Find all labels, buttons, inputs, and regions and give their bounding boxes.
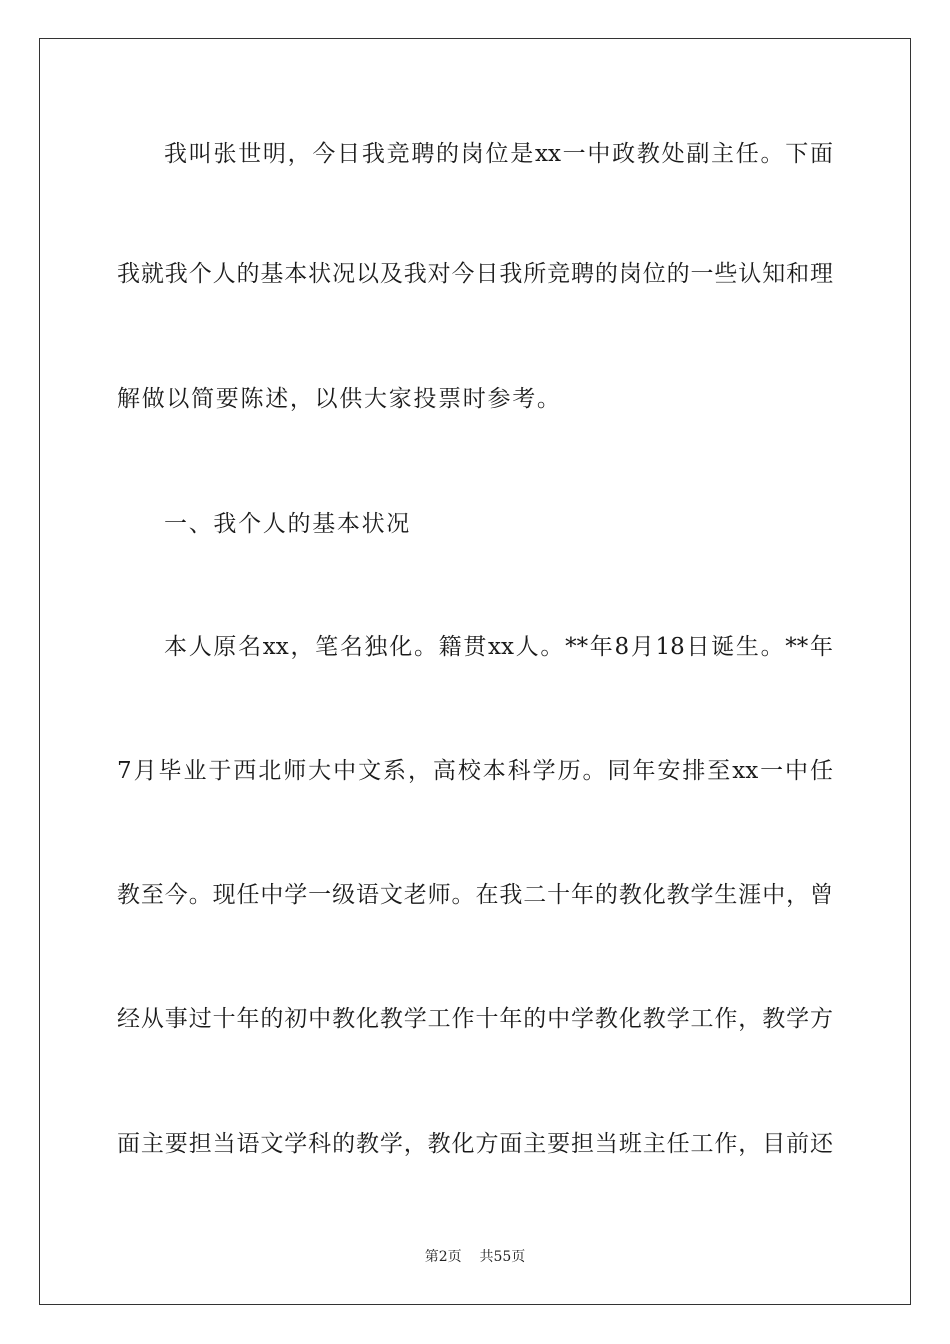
page-footer xyxy=(0,1248,950,1266)
paragraph-line-8: 经从事过十年的初中教化教学工作十年的中学教化教学工作，教学方 xyxy=(117,1006,833,1032)
paragraph-line-7: 教至今。现任中学一级语文老师。在我二十年的教化教学生涯中，曾 xyxy=(117,882,833,908)
paragraph-line-3: 解做以简要陈述，以供大家投票时参考。 xyxy=(117,386,562,412)
page-border xyxy=(39,38,911,1305)
paragraph-line-5: 本人原名xx，笔名独化。籍贯xx人。**年8月18日诞生。**年 xyxy=(164,634,833,660)
section-heading: 一、我个人的基本状况 xyxy=(164,511,411,537)
paragraph-line-6: 7月毕业于西北师大中文系，高校本科学历。同年安排至xx一中任 xyxy=(117,758,833,784)
paragraph-line-9: 面主要担当语文学科的教学，教化方面主要担当班主任工作，目前还 xyxy=(117,1131,833,1157)
page-total: 共55页 xyxy=(479,1249,526,1265)
paragraph-line-1: 我叫张世明，今日我竞聘的岗位是xx一中政教处副主任。下面 xyxy=(164,141,833,167)
paragraph-line-2: 我就我个人的基本状况以及我对今日我所竞聘的岗位的一些认知和理 xyxy=(117,261,833,287)
page-number: 第2页 xyxy=(424,1249,462,1265)
